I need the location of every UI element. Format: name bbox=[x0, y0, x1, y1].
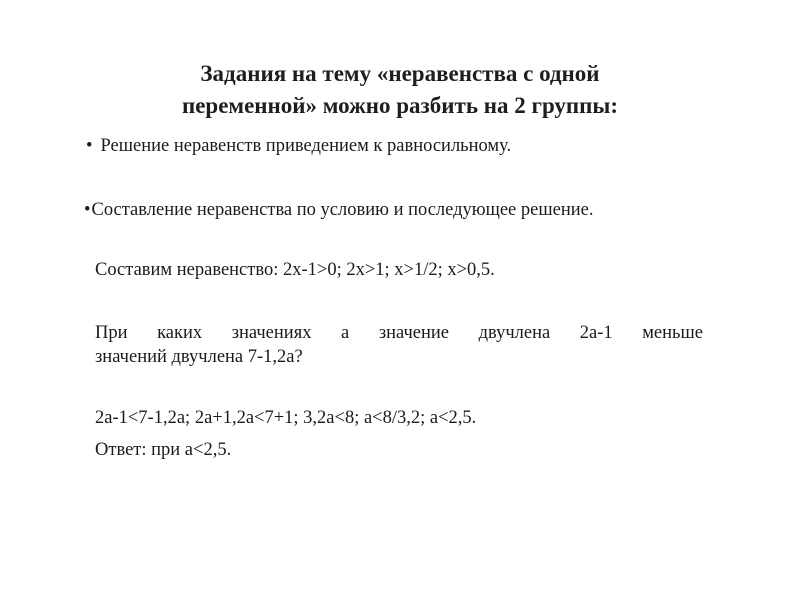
slide-title bbox=[100, 58, 700, 122]
bullet-item-2 bbox=[84, 198, 593, 222]
bullet-marker: • bbox=[86, 136, 93, 156]
question-word: значениях bbox=[231, 323, 312, 343]
solution-steps: 2а-1<7-1,2а; 2а+1,2а<7+1; 3,2а<8; а<8/3,2; а<2,5. bbox=[95, 408, 477, 428]
question-word: а bbox=[341, 323, 350, 343]
bullet-text: Составление неравенства по условию и последующее решение. bbox=[91, 200, 594, 220]
question-word: 2а-1 bbox=[579, 323, 613, 343]
slide-title-line-2: переменной» можно разбить на 2 группы: bbox=[181, 93, 619, 118]
answer-text: Ответ: при а<2,5. bbox=[95, 440, 232, 460]
bullet-text: Решение неравенств приведением к равносильному. bbox=[100, 136, 512, 156]
question-word: При bbox=[95, 323, 128, 343]
example-inequality: Составим неравенство: 2х-1>0; 2х>1; х>1/2; х>0,5. bbox=[95, 260, 495, 280]
question-text bbox=[95, 321, 703, 369]
question-word: значение bbox=[378, 323, 450, 343]
question-word: каких bbox=[157, 323, 203, 343]
bullet-item-1 bbox=[86, 134, 511, 158]
bullet-marker: • bbox=[84, 200, 91, 220]
question-line-2: значений двучлена 7-1,2а? bbox=[95, 347, 303, 367]
question-line-1 bbox=[95, 321, 703, 345]
question-word: меньше bbox=[642, 323, 703, 343]
slide-title-line-1: Задания на тему «неравенства с одной bbox=[200, 61, 600, 86]
question-word: двучлена bbox=[478, 323, 551, 343]
